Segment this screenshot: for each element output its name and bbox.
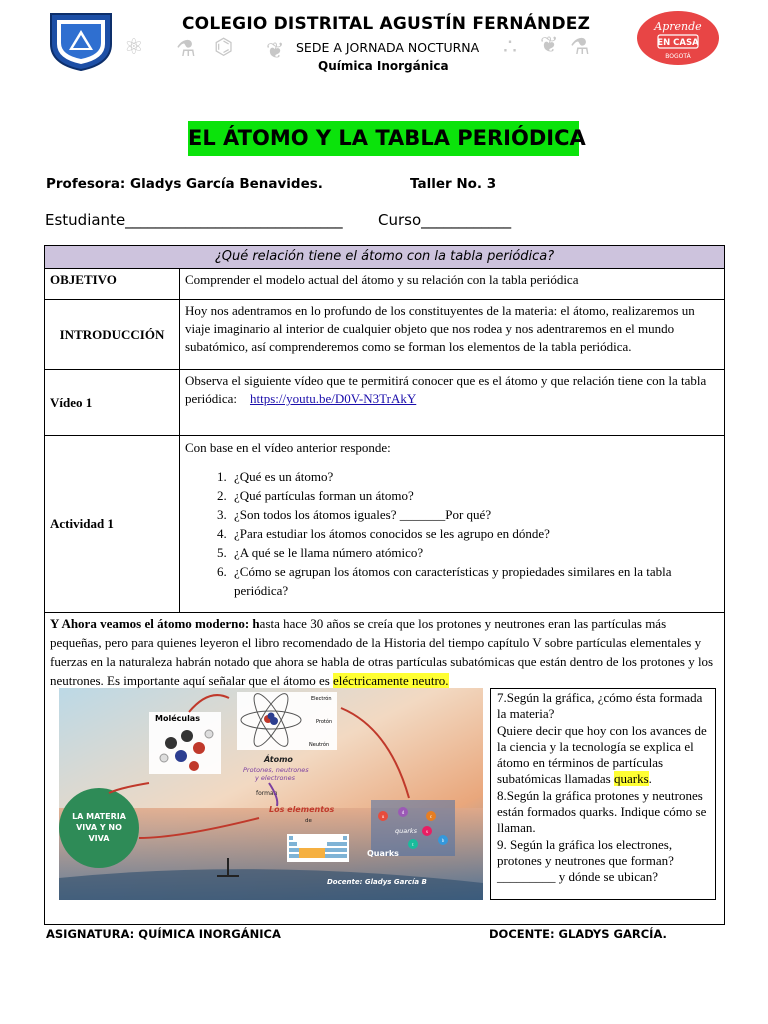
activity-question: 5. ¿A qué se le llama número atómico? <box>230 543 719 562</box>
svg-text:quarks: quarks <box>395 827 418 835</box>
student-field: Estudiante_____________________________ <box>45 211 343 229</box>
question-7: 7.Según la gráfica, ¿cómo ésta formada la materia? <box>497 690 703 722</box>
svg-text:Aprende: Aprende <box>654 20 702 33</box>
objective-label: OBJETIVO <box>45 269 180 300</box>
atom-icon: ⚛ <box>124 34 144 59</box>
activity-question-list <box>185 467 719 600</box>
svg-text:Quarks: Quarks <box>367 849 399 858</box>
teacher-name: Profesora: Gladys García Benavides. <box>46 176 323 192</box>
flask-icon: ⚗ <box>570 34 590 59</box>
bubbles-icon: ∴ <box>503 34 517 59</box>
svg-text:Protones, neutrones: Protones, neutrones <box>243 766 309 774</box>
svg-text:LA MATERIA: LA MATERIA <box>72 812 126 821</box>
svg-text:VIVA: VIVA <box>88 834 110 843</box>
test-tube-icon: ⚗ <box>176 36 196 61</box>
svg-text:d: d <box>401 811 405 816</box>
plant-icon: ❦ <box>540 32 559 57</box>
svg-text:BOGOTÁ: BOGOTÁ <box>665 53 691 60</box>
activity-intro: Con base en el vídeo anterior responde: <box>185 440 391 455</box>
intro-label: INTRODUCCIÓN <box>45 300 180 370</box>
side-questions <box>490 688 716 900</box>
svg-text:s: s <box>426 830 428 835</box>
svg-text:forman: forman <box>256 790 278 797</box>
workshop-number: Taller No. 3 <box>410 176 497 192</box>
guiding-question: ¿Qué relación tiene el átomo con la tabla periódica? <box>45 246 725 269</box>
activity-label: Actividad 1 <box>45 436 180 613</box>
svg-text:y electrones: y electrones <box>255 774 295 782</box>
activity-question: 4. ¿Para estudiar los átomos conocidos se les agrupo en dónde? <box>230 524 719 543</box>
activity-cell <box>180 436 725 613</box>
video-cell <box>180 370 725 436</box>
subject-name: Química Inorgánica <box>318 59 449 73</box>
school-sede: SEDE A JORNADA NOCTURNA <box>296 40 480 55</box>
question-8: 8.Según la gráfica protones y neutrones están formados quarks. Indique cómo se llaman. <box>497 787 707 836</box>
activity-question: 1. ¿Qué es un átomo? <box>230 467 719 486</box>
modern-atom-text: asta hace 30 años se creía que los protones y neutrones eran las partículas más pequeñas, pero para quienes leyeron el libro recomendado de la Historia del tiempo capítulo V sobre partículas elementales y fuerzas en la naturaleza habrán notado que ahora se habla de otras partículas subatómicas que están dentro de los protones y los neutrones. Es importante aquí señalar que el átomo es <box>50 616 714 688</box>
intro-text: Hoy nos adentramos en lo profundo de los constituyentes de la materia: el átomo, realizaremos un viaje imaginario al interior de cualquier objeto que nos rodea y nos adentraremos en el mundo subatómico, así comprenderemos como se forman los elementos de la tabla periódica. <box>180 300 725 370</box>
question-9: 9. Según la gráfica los electrones, protones y neutrones que forman? _________ y dónde se ubican? <box>497 836 674 885</box>
svg-text:VIVA Y NO: VIVA Y NO <box>76 823 122 832</box>
footer-teacher: DOCENTE: GLADYS GARCÍA. <box>489 927 667 941</box>
aprende-en-casa-badge <box>636 10 720 66</box>
objective-text: Comprender el modelo actual del átomo y su relación con la tabla periódica <box>180 269 725 300</box>
svg-text:de: de <box>305 818 312 824</box>
activity-question: 2. ¿Qué partículas forman un átomo? <box>230 486 719 505</box>
video-label: Vídeo 1 <box>45 370 180 436</box>
svg-text:Neutrón: Neutrón <box>309 742 330 748</box>
document-title: EL ÁTOMO Y LA TABLA PERIÓDICA <box>188 126 586 150</box>
school-name: COLEGIO DISTRITAL AGUSTÍN FERNÁNDEZ <box>182 14 591 34</box>
modern-atom-heading: Y Ahora veamos el átomo moderno: h <box>50 616 260 631</box>
video-link[interactable]: https://youtu.be/D0V-N3TrAkY <box>249 391 417 406</box>
activity-question: 3. ¿Son todos los átomos iguales? _______Por qué? <box>230 505 719 524</box>
svg-text:Electrón: Electrón <box>311 696 332 702</box>
svg-text:Moléculas: Moléculas <box>155 714 200 723</box>
svg-text:Docente: Gladys García B: Docente: Gladys García B <box>327 878 427 886</box>
neutral-highlight: eléctricamente neutro. <box>333 673 449 688</box>
course-field: Curso____________ <box>378 211 512 229</box>
svg-text:EN CASA: EN CASA <box>657 38 699 48</box>
svg-text:Protón: Protón <box>316 719 333 725</box>
activity-question: 6. ¿Cómo se agrupan los átomos con características y propiedades similares en la tabla periódica? <box>230 562 719 600</box>
atom-diagram-image <box>59 688 483 900</box>
svg-text:t: t <box>412 843 414 848</box>
svg-text:u: u <box>381 815 385 820</box>
svg-text:Los elementos: Los elementos <box>269 805 335 814</box>
svg-text:c: c <box>429 815 433 820</box>
footer-subject: ASIGNATURA: QUÍMICA INORGÁNICA <box>46 927 281 941</box>
svg-text:b: b <box>441 839 445 844</box>
question-7b: Quiere decir que hoy con los avances de la ciencia y la tecnología se explica el átomo en términos de partículas subatómicas llamadas quarks. <box>497 722 707 787</box>
video-text: Observa el siguiente vídeo que te permitirá conocer que es el átomo y que relación tiene con la tabla periódica: <box>185 373 707 406</box>
molecule-icon: ⌬ <box>214 34 234 59</box>
quarks-highlight: quarks <box>613 771 649 787</box>
school-logo <box>47 10 115 72</box>
leaf-icon: ❦ <box>266 38 285 63</box>
svg-text:Átomo: Átomo <box>264 755 293 764</box>
